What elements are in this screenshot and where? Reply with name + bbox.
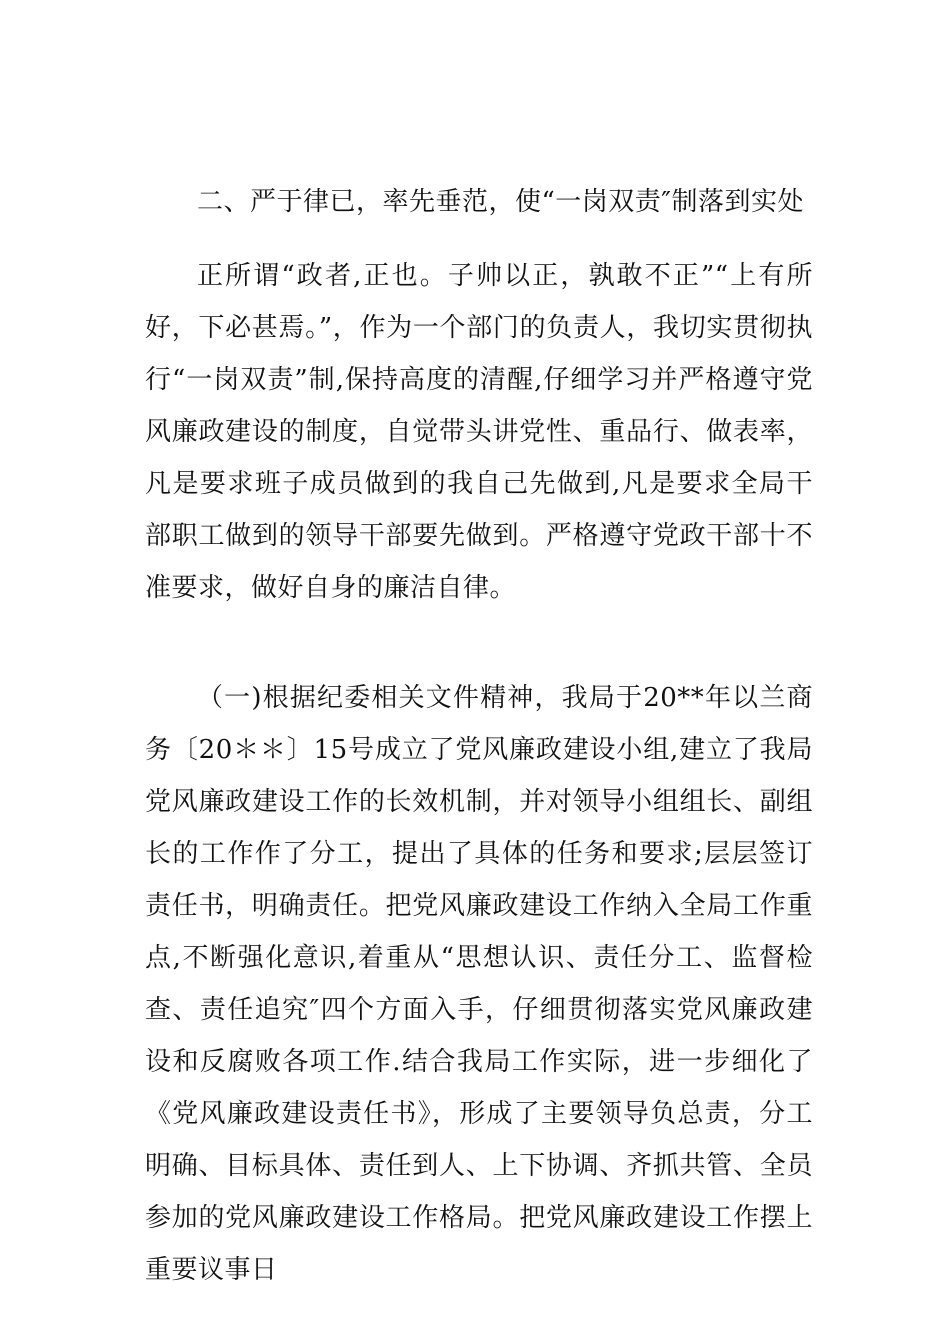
paragraph-2: （一)根据纪委相关文件精神，我局于20**年以兰商务〔20＊＊〕15号成立了党风廉政建设小组,建立了我局党风廉政建设工作的长效机制，并对领导小组组长、副组长的工作作了分工，提出了具体的任务和要求;层层签订责任书，明确责任。把党风廉政建设工作纳入全局工作重点,不断强化意识,着重从“思想认识、责任分工、监督检查、责任追究″四个方面入手，仔细贯彻落实党风廉政建设和反腐败各项工作.结合我局工作实际，进一步细化了《党风廉政建设责任书》，形成了主要领导负总责，分工明确、目标具体、责任到人、上下协调、齐抓共管、全员参加的党风廉政建设工作格局。把党风廉政建设工作摆上重要议事日 bbox=[145, 683, 813, 1285]
paragraph-1: 正所谓“政者,正也。子帅以正，孰敢不正”“上有所好，下必甚焉。”，作为一个部门的负责人，我切实贯彻执行“一岗双责”制,保持高度的清醒,仔细学习并严格遵守党风廉政建设的制度，自觉带头讲党性、重品行、做表率，凡是要求班子成员做到的我自己先做到,凡是要求全局干部职工做到的领导干部要先做到。严格遵守党政干部十不准要求，做好自身的廉洁自律。 bbox=[145, 261, 813, 603]
section-heading: 二、严于律已，率先垂范，使“一岗双责″制落到实处 bbox=[197, 187, 805, 217]
